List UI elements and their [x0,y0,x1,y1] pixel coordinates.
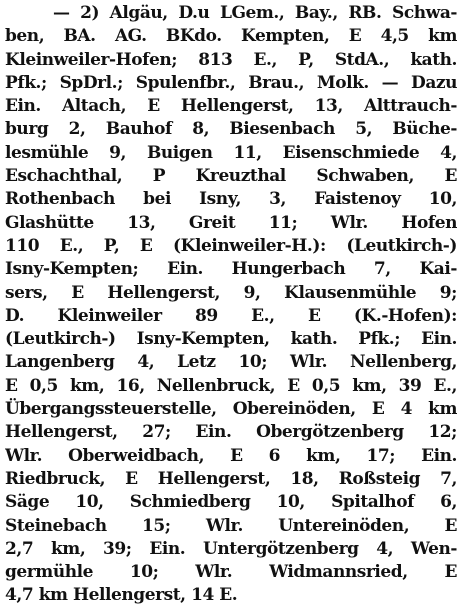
entry-line: — 2) Algäu, D.u LGem., Bay., RB. Schwa- [53,3,457,23]
entry-line: E 0,5 km, 16, Nellenbruck, E 0,5 km, 39 E., [5,375,457,396]
entry-line: Übergangssteuerstelle, Obereinöden, E 4 km [5,399,457,420]
entry-line: Isny-Kempten; Ein. Hungerbach 7, Kai- [5,259,457,280]
entry-line: Riedbruck, E Hellengerst, 18, Roßsteig 7, [5,468,457,489]
entry-line: 2,7 km, 39; Ein. Untergötzenberg 4, Wen- [5,538,457,559]
entry-line: 4,7 km Hellengerst, 14 E. [5,585,238,606]
entry-line: Eschachthal, P Kreuzthal Schwaben, E [5,166,457,187]
entry-line: D. Kleinweiler 89 E., E (K.-Hofen): [5,305,457,326]
entry-line: germühle 10; Wlr. Widmannsried, E [5,562,457,583]
entry-line: (Leutkirch-) Isny-Kempten, kath. Pfk.; Ein. [5,329,457,350]
gazetteer-entry [5,2,457,608]
entry-line: Glashütte 13, Greit 11; Wlr. Hofen [5,212,457,233]
entry-line: burg 2, Bauhof 8, Biesenbach 5, Büche- [5,119,457,140]
entry-line: Säge 10, Schmiedberg 10, Spitalhof 6, [5,492,457,513]
entry-line: Kleinweiler-Hofen; 813 E., P, StdA., kath. [5,49,457,70]
entry-line: Ein. Altach, E Hellengerst, 13, Alttrauch- [5,96,457,117]
entry-line: Rothenbach bei Isny, 3, Faistenoy 10, [5,189,457,210]
entry-line: ben, BA. AG. BKdo. Kempten, E 4,5 km [5,26,457,47]
entry-line: lesmühle 9, Buigen 11, Eisenschmiede 4, [5,142,457,163]
entry-line: 110 E., P, E (Kleinweiler-H.): (Leutkirch-) [5,235,457,256]
entry-line: Wlr. Oberweidbach, E 6 km, 17; Ein. [5,445,457,466]
entry-line: sers, E Hellengerst, 9, Klausenmühle 9; [5,282,457,303]
entry-line: Langenberg 4, Letz 10; Wlr. Nellenberg, [5,352,457,373]
entry-line: Hellengerst, 27; Ein. Obergötzenberg 12; [5,422,457,443]
entry-line: Pfk.; SpDrl.; Spulenfbr., Brau., Molk. — Dazu [5,72,457,93]
entry-line: Steinebach 15; Wlr. Untereinöden, E [5,515,457,536]
